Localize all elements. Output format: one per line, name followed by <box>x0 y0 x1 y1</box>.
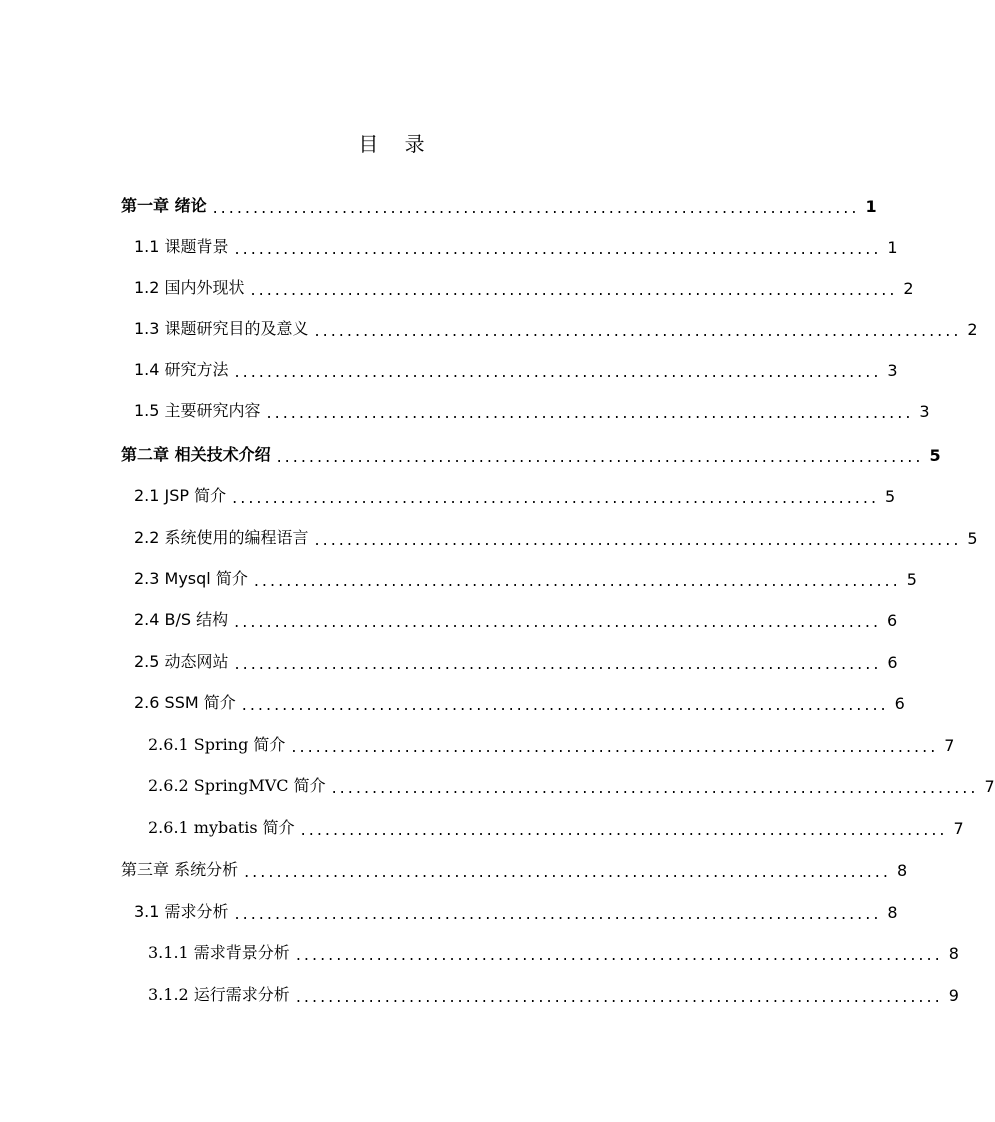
toc-entry-3-1-1[interactable] <box>0 931 959 972</box>
toc-leader-dots: ................................................................................ <box>234 904 882 923</box>
toc-entry-label: 1.3 课题研究目的及意义 <box>134 319 309 338</box>
toc-entry-label: 1.5 主要研究内容 <box>134 401 261 420</box>
toc-entry-page: 3 <box>919 402 930 421</box>
toc-entry-page: 6 <box>894 694 905 713</box>
toc-leader-dots: ................................................................................ <box>291 737 939 756</box>
toc-entry-page: 7 <box>944 736 955 755</box>
toc-entry-label: 2.1 JSP 简介 <box>134 486 227 505</box>
toc-leader-dots: ................................................................................ <box>314 530 962 549</box>
toc-entry-2-6-1-mybatis[interactable] <box>0 806 964 847</box>
toc-leader-dots: ................................................................................ <box>212 198 860 217</box>
toc-entry-page: 7 <box>953 819 964 838</box>
toc-entry-page: 2 <box>967 320 978 339</box>
toc-entry-label: 1.1 课题背景 <box>134 237 229 256</box>
toc-leader-dots: ................................................................................ <box>300 820 948 839</box>
toc-leader-dots: ................................................................................ <box>241 695 889 714</box>
toc-entry-1-3[interactable] <box>0 307 978 348</box>
toc-entry-2-4[interactable] <box>0 598 898 639</box>
toc-entry-page: 7 <box>984 777 995 796</box>
toc-leader-dots: ................................................................................ <box>295 987 943 1006</box>
toc-entry-3-1[interactable] <box>0 890 898 931</box>
toc-leader-dots: ................................................................................ <box>314 321 962 340</box>
toc-entry-label: 3.1.1 需求背景分析 <box>148 943 290 962</box>
toc-entry-label: 3.1 需求分析 <box>134 902 229 921</box>
toc-entry-2-1[interactable] <box>0 474 896 515</box>
toc-entry-label: 3.1.2 运行需求分析 <box>148 985 290 1004</box>
toc-entry-page: 3 <box>887 361 898 380</box>
toc-entry-page: 1 <box>887 238 898 257</box>
toc-entry-page: 6 <box>887 611 898 630</box>
toc-leader-dots: ................................................................................ <box>266 403 914 422</box>
toc-leader-dots: ................................................................................ <box>253 571 901 590</box>
toc-entry-label: 2.5 动态网站 <box>134 652 229 671</box>
toc-entry-2-5[interactable] <box>0 640 898 681</box>
toc-entry-1-4[interactable] <box>0 348 898 389</box>
toc-entry-chapter-1[interactable] <box>0 184 877 225</box>
toc-entry-page: 5 <box>906 570 917 589</box>
toc-entry-label: 2.6 SSM 简介 <box>134 693 236 712</box>
toc-entry-chapter-3[interactable] <box>0 848 908 889</box>
toc-entry-label: 2.6.1 Spring 简介 <box>148 735 286 754</box>
toc-entry-page: 2 <box>903 279 914 298</box>
toc-entry-2-6[interactable] <box>0 681 905 722</box>
toc-entry-label: 2.3 Mysql 简介 <box>134 569 248 588</box>
toc-leader-dots: ................................................................................ <box>244 862 891 881</box>
toc-entry-page: 9 <box>948 986 959 1005</box>
toc-entry-page: 8 <box>948 944 959 963</box>
toc-leader-dots: ................................................................................ <box>232 488 880 507</box>
toc-entry-2-6-2[interactable] <box>0 764 995 805</box>
toc-entry-label: 第三章 系统分析 <box>121 860 239 879</box>
toc-entry-1-5[interactable] <box>0 389 930 430</box>
toc-entry-2-6-1[interactable] <box>0 723 955 764</box>
toc-entry-label: 2.4 B/S 结构 <box>134 610 229 629</box>
toc-entry-label: 2.6.2 SpringMVC 简介 <box>148 776 326 795</box>
toc-entry-label: 第二章 相关技术介绍 <box>121 445 271 464</box>
toc-entry-label: 第一章 绪论 <box>121 196 207 215</box>
toc-entry-label: 1.2 国内外现状 <box>134 278 245 297</box>
toc-entry-label: 2.6.1 mybatis 简介 <box>148 818 295 837</box>
toc-entry-1-2[interactable] <box>0 266 914 307</box>
toc-entry-page: 8 <box>896 861 908 880</box>
toc-leader-dots: ................................................................................ <box>234 654 882 673</box>
toc-leader-dots: ................................................................................ <box>295 945 943 964</box>
toc-entry-label: 2.2 系统使用的编程语言 <box>134 528 309 547</box>
toc-leader-dots: ................................................................................ <box>331 778 979 797</box>
toc-entry-page: 5 <box>885 487 896 506</box>
toc-entry-chapter-2[interactable] <box>0 433 941 474</box>
toc-leader-dots: ................................................................................ <box>234 239 882 258</box>
toc-entry-page: 8 <box>887 903 898 922</box>
toc-title: 目 录 <box>358 132 435 156</box>
toc-entry-2-3[interactable] <box>0 557 917 598</box>
toc-entry-page: 5 <box>929 446 941 465</box>
toc-leader-dots: ................................................................................ <box>276 447 924 466</box>
toc-leader-dots: ................................................................................ <box>250 280 898 299</box>
toc-entry-label: 1.4 研究方法 <box>134 360 229 379</box>
toc-entry-1-1[interactable] <box>0 225 898 266</box>
toc-entry-2-2[interactable] <box>0 516 978 557</box>
toc-entry-3-1-2[interactable] <box>0 973 959 1014</box>
toc-entry-page: 6 <box>887 653 898 672</box>
toc-entry-page: 1 <box>865 197 877 216</box>
toc-entry-page: 5 <box>967 529 978 548</box>
toc-leader-dots: ................................................................................ <box>234 612 882 631</box>
toc-leader-dots: ................................................................................ <box>234 362 882 381</box>
